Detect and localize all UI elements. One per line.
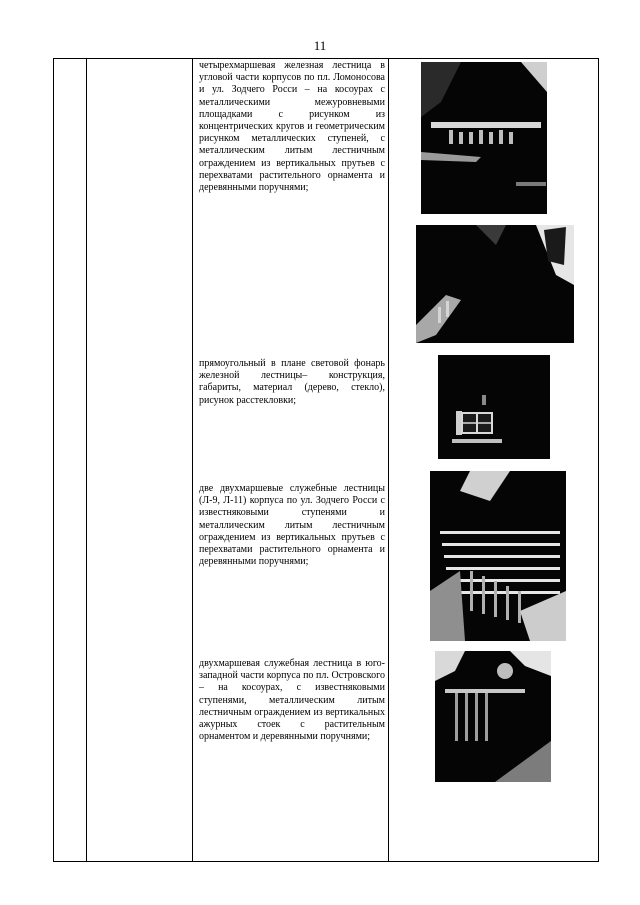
photo-skylight xyxy=(438,355,550,459)
photo-iron-staircase xyxy=(421,62,547,214)
photo-southwest-staircase xyxy=(435,651,551,782)
column-divider-3 xyxy=(388,59,389,861)
description-iron-staircase: четырехмаршевая железная лестница в угловой части корпусов по пл. Ломоносова и ул. Зодчего Росси – на косоурах с металлическими межуровневыми площадками с рисунком из концентрических кругов и геометрическим рисунком металлических ступеней, с металлическим литым лестничным ограждением из вертикальных прутьев с перехватами растительного орнамента и деревянными поручнями; xyxy=(199,60,385,194)
heritage-table xyxy=(53,58,599,862)
column-divider-1 xyxy=(86,59,87,861)
description-skylight: прямоугольный в плане световой фонарь железной лестницы– конструкция, габариты, материал (дерево, стекло), рисунок расстекловки; xyxy=(199,358,385,406)
photo-iron-staircase-2 xyxy=(416,225,574,343)
description-southwest-staircase: двухмаршевая служебная лестница в юго-западной части корпуса по пл. Островского – на косоурах, с известняковыми ступенями, металлическим литым лестничным ограждением из вертикальных ажурных стоек с растительным орнаментом и деревянными поручнями; xyxy=(199,658,385,743)
column-divider-2 xyxy=(192,59,193,861)
description-service-staircases: две двухмаршевые служебные лестницы (Л-9, Л-11) корпуса по ул. Зодчего Росси с известняковыми ступенями и металлическим литым лестничным ограждением из вертикальных прутьев с перехватами растительного орнамента и деревянными поручнями; xyxy=(199,483,385,568)
page-number: 11 xyxy=(313,38,327,53)
photo-service-staircases xyxy=(430,471,566,641)
